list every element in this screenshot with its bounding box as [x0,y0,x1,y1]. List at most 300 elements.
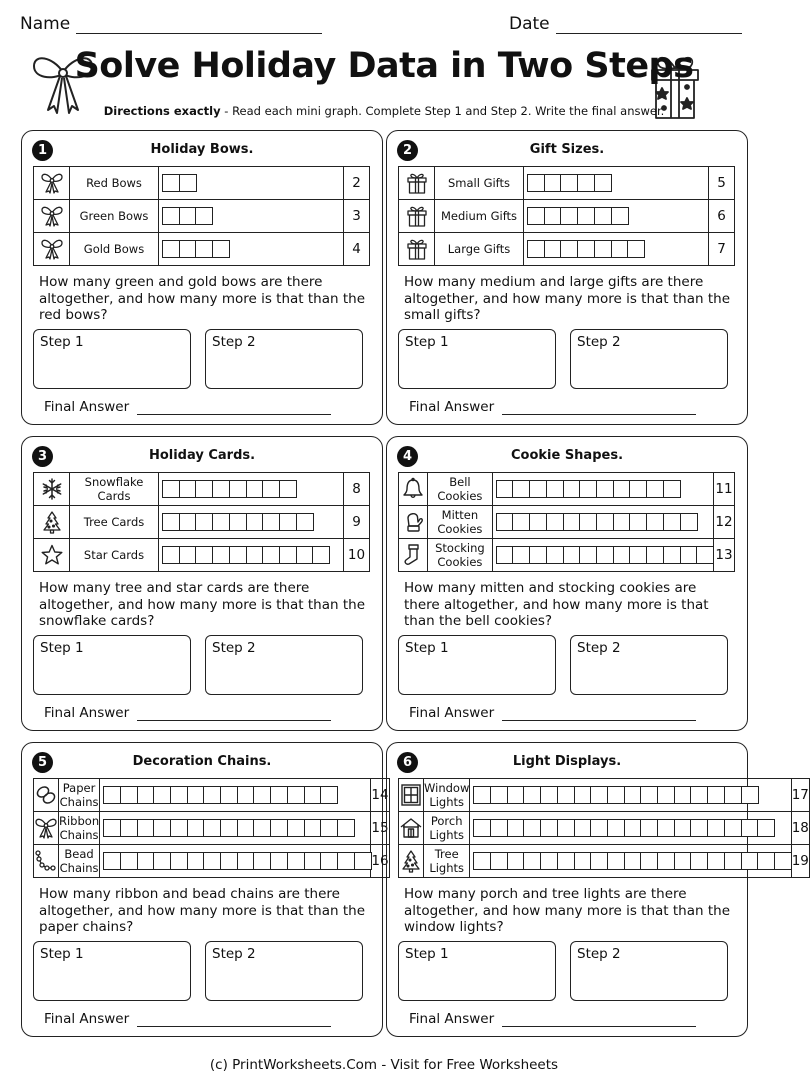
row-bar-cell [159,506,344,539]
bar-segment [195,546,213,564]
bar-segment [646,480,664,498]
step-1-box[interactable] [33,941,191,1001]
final-answer-row [409,705,696,721]
bar-segment [540,852,558,870]
row-icon-cell [34,233,70,266]
bar-segment [137,852,155,870]
mini-graph [398,472,735,572]
bar-segment [162,546,180,564]
row-bar-cell [100,779,371,812]
bar-segment [613,546,631,564]
bar-segment [162,174,180,192]
row-icon-cell [34,845,59,878]
bar-segment [220,819,238,837]
bar-segment [270,852,288,870]
bar-segment [529,513,547,531]
bar-segment [523,786,541,804]
step-2-label: Step 2 [577,334,621,350]
row-value: 17 [791,779,809,812]
row-bar-cell [492,506,713,539]
stocking-icon [401,543,425,567]
row-bar [473,852,790,870]
row-bar-cell [470,812,791,845]
row-icon-cell [399,506,428,539]
bar-segment [624,819,642,837]
row-bar-cell [159,200,344,233]
bar-segment [490,852,508,870]
bar-segment [646,546,664,564]
final-answer-line[interactable] [502,400,696,415]
graph-row [34,812,390,845]
bar-segment [490,786,508,804]
bar-segment [162,480,180,498]
step-1-label: Step 1 [40,640,84,656]
step-2-box[interactable] [570,635,728,695]
bar-segment [540,819,558,837]
bar-segment [563,480,581,498]
bar-segment [203,786,221,804]
row-label: Snowflake Cards [70,473,159,506]
bar-segment [212,240,230,258]
bar-segment [237,786,255,804]
bar-segment [170,819,188,837]
bar-segment [507,786,525,804]
bar-segment [523,819,541,837]
row-value: 16 [371,845,389,878]
bar-segment [579,480,597,498]
bow-icon [40,204,64,228]
date-field[interactable] [509,14,742,34]
row-value: 14 [371,779,389,812]
bar-segment [674,852,692,870]
final-answer-line[interactable] [137,1012,331,1027]
step-2-box[interactable] [205,329,363,389]
mini-graph [33,166,370,266]
bar-segment [237,852,255,870]
bar-segment [640,819,658,837]
bar-segment [690,819,708,837]
row-bar [162,174,343,192]
bar-segment [544,207,562,225]
row-label: Star Cards [70,539,159,572]
row-bar [527,174,708,192]
row-label: Stocking Cookies [428,539,493,572]
bar-segment [611,207,629,225]
question-text: How many green and gold bows are there altogether, and how many more is that than the red bows? [39,274,366,323]
bar-segment [304,786,322,804]
bar-segment [320,786,338,804]
step-1-label: Step 1 [40,946,84,962]
bar-segment [473,819,491,837]
bar-segment [577,174,595,192]
row-bar [527,207,708,225]
step-1-label: Step 1 [405,946,449,962]
row-icon-cell [399,200,435,233]
bar-segment [640,786,658,804]
bar-segment [607,852,625,870]
bar-segment [170,786,188,804]
bar-segment [162,240,180,258]
problem-number: 1 [32,140,53,161]
row-label: Porch Lights [424,812,470,845]
row-value: 3 [344,200,370,233]
bar-segment [624,852,642,870]
bar-segment [103,819,121,837]
row-label: Window Lights [424,779,470,812]
date-label: Date [509,14,550,34]
step-1-box[interactable] [33,329,191,389]
problem-number: 5 [32,752,53,773]
bar-segment [187,819,205,837]
bar-segment [523,852,541,870]
name-field[interactable] [20,14,322,34]
row-icon-cell [34,539,70,572]
bar-segment [640,852,658,870]
tree-icon [40,510,64,534]
row-value: 13 [713,539,734,572]
step-1-label: Step 1 [405,334,449,350]
bar-segment [496,480,514,498]
row-icon-cell [399,539,428,572]
bar-segment [707,852,725,870]
row-bar [496,480,713,498]
step-2-box[interactable] [205,635,363,695]
footer: (c) PrintWorksheets.Com - Visit for Free Worksheets [209,1057,559,1073]
problem-panel-2 [386,130,748,425]
bar-segment [195,480,213,498]
bar-segment [611,240,629,258]
bar-segment [296,513,314,531]
final-answer-label: Final Answer [409,399,495,415]
bar-segment [246,546,264,564]
row-bar [162,513,343,531]
bar-segment [613,513,631,531]
bar-segment [279,546,297,564]
final-answer-row [44,705,331,721]
graph-row [399,506,735,539]
problem-panel-1 [21,130,383,425]
bar-segment [529,546,547,564]
bar-segment [153,852,171,870]
bar-segment [103,852,121,870]
bar-segment [212,546,230,564]
bar-segment [724,786,742,804]
mini-graph [33,778,390,878]
problem-title: Light Displays. [512,754,622,769]
question-text: How many ribbon and bead chains are there altogether, and how many more is that than the paper chains? [39,886,366,935]
problem-title: Gift Sizes. [529,142,605,157]
bar-segment [195,513,213,531]
bar-segment [287,786,305,804]
bar-segment [512,513,530,531]
step-2-box[interactable] [205,941,363,1001]
bar-segment [579,513,597,531]
bar-segment [560,207,578,225]
bar-segment [212,513,230,531]
bar-segment [337,852,355,870]
step-2-label: Step 2 [212,640,256,656]
row-bar [103,852,370,870]
row-bar-cell [524,233,709,266]
bar-segment [195,207,213,225]
final-answer-row [409,1011,696,1027]
final-answer-label: Final Answer [409,705,495,721]
bar-segment [624,786,642,804]
graph-row [399,200,735,233]
row-bar-cell [100,845,371,878]
bar-segment [574,819,592,837]
bar-segment [179,513,197,531]
bar-segment [557,819,575,837]
final-answer-line[interactable] [502,706,696,721]
row-label: Gold Bows [70,233,159,266]
row-bar-cell [159,473,344,506]
step-1-box[interactable] [398,941,556,1001]
bar-segment [546,546,564,564]
step-1-box[interactable] [33,635,191,695]
row-value: 12 [713,506,734,539]
bar-segment [629,513,647,531]
final-answer-line[interactable] [137,400,331,415]
bar-segment [246,513,264,531]
bar-segment [179,480,197,498]
row-icon-cell [34,506,70,539]
graph-row [399,779,810,812]
row-value: 10 [344,539,370,572]
row-value: 8 [344,473,370,506]
mini-graph [33,472,370,572]
graph-row [399,473,735,506]
bow-icon [40,171,64,195]
step-2-label: Step 2 [212,946,256,962]
bar-segment [596,546,614,564]
bar-segment [663,546,681,564]
row-icon-cell [34,167,70,200]
bar-segment [646,513,664,531]
bar-segment [320,852,338,870]
problem-panel-3 [21,436,383,731]
bar-segment [153,819,171,837]
row-value: 4 [344,233,370,266]
bar-segment [657,852,675,870]
mitten-icon [401,510,425,534]
question-text: How many medium and large gifts are there altogether, and how many more is that than the small gifts? [404,274,731,323]
bar-segment [560,240,578,258]
final-answer-line[interactable] [502,1012,696,1027]
step-1-label: Step 1 [405,640,449,656]
bar-segment [680,513,698,531]
bar-segment [279,480,297,498]
date-line[interactable] [556,15,742,34]
directions [0,104,768,118]
bar-segment [540,786,558,804]
row-bar [103,819,370,837]
bar-segment [724,852,742,870]
row-icon-cell [34,473,70,506]
step-2-label: Step 2 [577,640,621,656]
row-icon-cell [399,167,435,200]
bar-segment [757,852,775,870]
bar-segment [212,480,230,498]
row-bar-cell [100,812,371,845]
page-title: Solve Holiday Data in Two Steps [74,46,694,86]
bar-segment [473,852,491,870]
row-label: Red Bows [70,167,159,200]
bar-segment [320,819,338,837]
step-2-box[interactable] [570,329,728,389]
bar-segment [220,786,238,804]
bar-segment [195,240,213,258]
bar-segment [187,852,205,870]
bar-segment [473,786,491,804]
row-value: 9 [344,506,370,539]
row-icon-cell [399,233,435,266]
row-bar-cell [524,167,709,200]
bar-segment [187,786,205,804]
bar-segment [162,207,180,225]
row-bar [473,819,790,837]
tree-icon [399,849,423,873]
row-value: 15 [371,812,389,845]
graph-row [399,167,735,200]
row-value: 6 [709,200,735,233]
bar-segment [270,786,288,804]
question-text: How many tree and star cards are there altogether, and how many more is that than the snowflake cards? [39,580,366,629]
bar-segment [490,819,508,837]
step-1-box[interactable] [398,635,556,695]
bar-segment [607,786,625,804]
snowflake-icon [40,477,64,501]
graph-row [34,539,370,572]
final-answer-label: Final Answer [44,705,130,721]
star-icon [40,543,64,567]
bar-segment [596,480,614,498]
graph-row [34,200,370,233]
row-label: Mitten Cookies [428,506,493,539]
problem-number: 6 [397,752,418,773]
row-bar-cell [524,200,709,233]
bar-segment [229,480,247,498]
bar-segment [527,240,545,258]
bar-segment [741,786,759,804]
row-label: Bell Cookies [428,473,493,506]
row-bar [496,546,713,564]
bar-segment [544,240,562,258]
row-value: 19 [791,845,809,878]
bar-segment [179,240,197,258]
row-label: Tree Cards [70,506,159,539]
row-bar [103,786,370,804]
window-icon [399,783,423,807]
row-label: Paper Chains [59,779,100,812]
bar-segment [229,513,247,531]
row-bar-cell [492,473,713,506]
graph-row [34,506,370,539]
row-bar [162,240,343,258]
final-answer-line[interactable] [137,706,331,721]
bar-segment [220,852,238,870]
graph-row [399,845,810,878]
bar-segment [590,786,608,804]
bar-segment [262,513,280,531]
bar-segment [270,819,288,837]
row-value: 2 [344,167,370,200]
row-bar-cell [470,779,791,812]
gift-icon [405,204,429,228]
row-label: Ribbon Chains [59,812,100,845]
bar-segment [690,786,708,804]
bar-segment [563,513,581,531]
bar-segment [546,513,564,531]
step-1-box[interactable] [398,329,556,389]
directions-bold: Directions exactly [103,104,221,118]
row-icon-cell [399,812,424,845]
bar-segment [296,546,314,564]
problem-title: Cookie Shapes. [510,448,624,463]
bar-segment [607,819,625,837]
bow-icon [40,237,64,261]
bar-segment [627,240,645,258]
row-label: Medium Gifts [435,200,524,233]
name-label: Name [20,14,71,34]
bar-segment [577,207,595,225]
bar-segment [512,546,530,564]
row-icon-cell [34,812,59,845]
row-value: 18 [791,812,809,845]
row-bar [162,480,343,498]
bar-segment [560,174,578,192]
bar-segment [574,786,592,804]
final-answer-label: Final Answer [44,1011,130,1027]
row-bar-cell [159,167,344,200]
bar-segment [287,852,305,870]
bar-segment [253,819,271,837]
step-2-box[interactable] [570,941,728,1001]
row-bar [473,786,790,804]
row-icon-cell [399,779,424,812]
bead-chain-icon [34,849,58,873]
bar-segment [663,513,681,531]
bar-segment [629,480,647,498]
bar-segment [657,819,675,837]
row-bar-cell [159,233,344,266]
bar-segment [674,819,692,837]
row-bar [162,546,343,564]
bar-segment [179,546,197,564]
bar-segment [354,852,372,870]
bar-segment [496,513,514,531]
bar-segment [696,546,714,564]
bar-segment [103,786,121,804]
row-value: 11 [713,473,734,506]
final-answer-row [409,399,696,415]
problem-number: 2 [397,140,418,161]
bar-segment [629,546,647,564]
bar-segment [137,786,155,804]
name-line[interactable] [76,15,322,34]
bar-segment [577,240,595,258]
row-label: Small Gifts [435,167,524,200]
row-bar [496,513,713,531]
row-icon-cell [399,845,424,878]
bar-segment [179,174,197,192]
bar-segment [544,174,562,192]
graph-row [399,233,735,266]
bar-segment [120,786,138,804]
bar-segment [229,546,247,564]
bar-segment [594,240,612,258]
bar-segment [203,852,221,870]
